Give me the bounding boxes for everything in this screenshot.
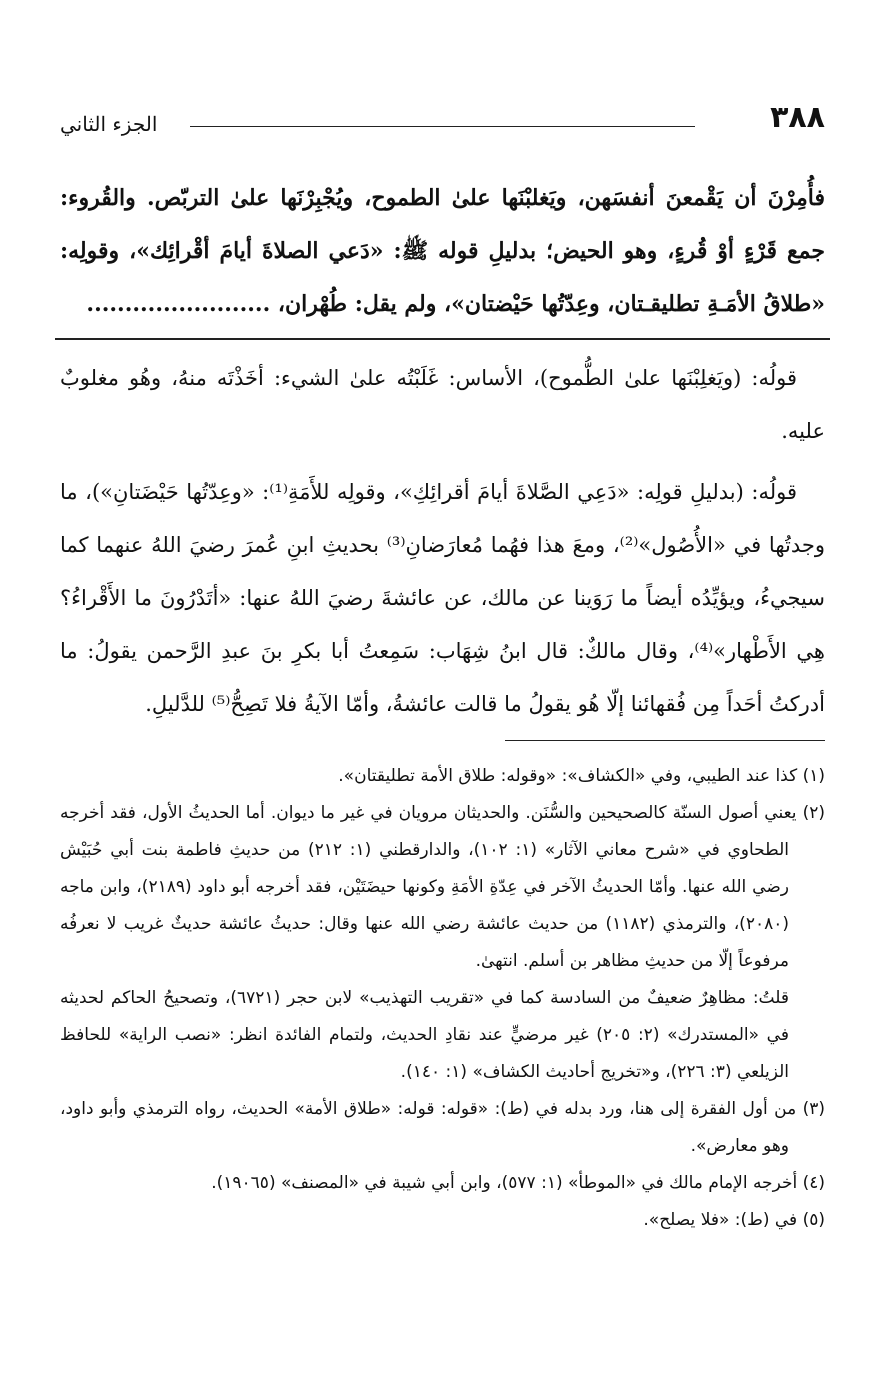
footnote-5: (٥) في (ط): «فلا يصلح». <box>643 1210 825 1230</box>
footnote-rule <box>505 740 825 741</box>
footnote-2: (٢) يعني أصول السنّة كالصحيحين والسُّنَن. والحديثان مرويان في غير ما ديوان. أما الحديثُ الأول، فقد أخرجه الطحاوي في «شرح معاني الآثار» (١: ١٠٢)، والدارقطني (١: ٢١٢) من حديثِ فاطمة بنت أبي حُبَيْش رضي الله عنها. وأمّا الحديثُ الآخر في عِدّةِ الأمَةِ وكونها حيضَتَيْن، فقد أخرجه أبو داود (٢١٨٩)، وابن ماجه (٢٠٨٠)، والترمذي (١١٨٢) من حديث عائشة رضي الله عنها وقال: حديثُ عائشة حديثٌ غريب لا نعرفُه مرفوعاً إلّا من حديثِ مظاهر بن أسلم. انتهىٰ. <box>60 803 825 971</box>
header-rule <box>190 126 695 127</box>
footnote-2-continued: قلتُ: مظاهِرٌ ضعيفٌ من السادسة كما في «تقريب التهذيب» لابن حجر (٦٧٢١)، وتصحيحُ الحاكم لحديثه في «المستدرك» (٢: ٢٠٥) غير مرضيٍّ عند نقادِ الحديث، ولتمام الفائدة انظر: «نصب الراية» للحافظ الزيلعي (٣: ٢٢٦)، و«تخريج أحاديث الكشاف» (١: ١٤٠). <box>60 988 790 1082</box>
commentary <box>60 352 825 739</box>
commentary-paragraph: قولُه: (ويَغلِبْنَها علىٰ الطُّموح)، الأساس: غَلَبْتُه علىٰ الشيء: أخَذْتَه منهُ، وهُو مغلوبٌ عليه. <box>60 366 825 443</box>
footnote-3: (٣) من أول الفقرة إلى هنا، ورد بدله في (ط): «قوله: قوله: «طلاق الأمة» الحديث، رواه الترمذي وأبو داود، وهو معارض». <box>60 1099 825 1156</box>
page-number: ٣٨٨ <box>770 100 825 135</box>
footnotes <box>60 758 825 1239</box>
running-title: الجزء الثاني <box>60 112 158 136</box>
main-text <box>60 172 825 331</box>
text-separator <box>55 338 830 340</box>
commentary-paragraph: قولُه: (بدليلِ قولِه: «دَعِي الصَّلاةَ أيامَ أقرائِكِ»، وقولِه للأَمَةِ⁽¹⁾: «وعِدّتُها حَيْضَتانِ»)، ما وجدتُها في «الأُصُول»⁽²⁾، ومعَ هذا فهُما مُعارَضانِ⁽³⁾ بحديثِ ابنِ عُمرَ رضيَ اللهُ عنهما كما سيجيءُ، ويؤيِّدُه أيضاً ما رَوَينا عن مالك، عن عائشةَ رضيَ اللهُ عنها: «أتَدْرُونَ ما الأَقْراءُ؟ هِي الأَطْهار»⁽⁴⁾، وقال مالكٌ: قال ابنُ شِهَاب: سَمِعتُ أبا بكرِ بنَ عبدِ الرَّحمن يقولُ: ما أدركتُ أحَداً مِن فُقهائنا إلّا هُو يقولُ ما قالت عائشةُ، وأمّا الآيةُ فلا تَصِحُّ⁽⁵⁾ للدَّليلِ. <box>60 480 825 716</box>
footnote-4: (٤) أخرجه الإمام مالك في «الموطأ» (١: ٥٧٧)، وابن أبي شيبة في «المصنف» (١٩٠٦٥). <box>211 1173 825 1193</box>
footnote-1: (١) كذا عند الطيبي، وفي «الكشاف»: «وقوله: طلاق الأمة تطليقتان». <box>338 766 825 786</box>
page-header <box>60 92 825 152</box>
main-text-paragraph: فأُمِرْنَ أن يَقْمعنَ أنفسَهن، ويَغلبْنَها علىٰ الطموح، ويُجْبِرْنَها علىٰ التربّص. والقُروء: جمع قَرْءٍ أوْ قُرءٍ، وهو الحيض؛ بدليلِ قوله ﷺ: «دَعي الصلاةَ أيامَ أقْرائِك»، وقولِه: «طلاقُ الأمَـةِ تطليقـتان، وعِدّتُها حَيْضتان»، ولم يقل: طُهْران، ........................ <box>60 185 825 317</box>
